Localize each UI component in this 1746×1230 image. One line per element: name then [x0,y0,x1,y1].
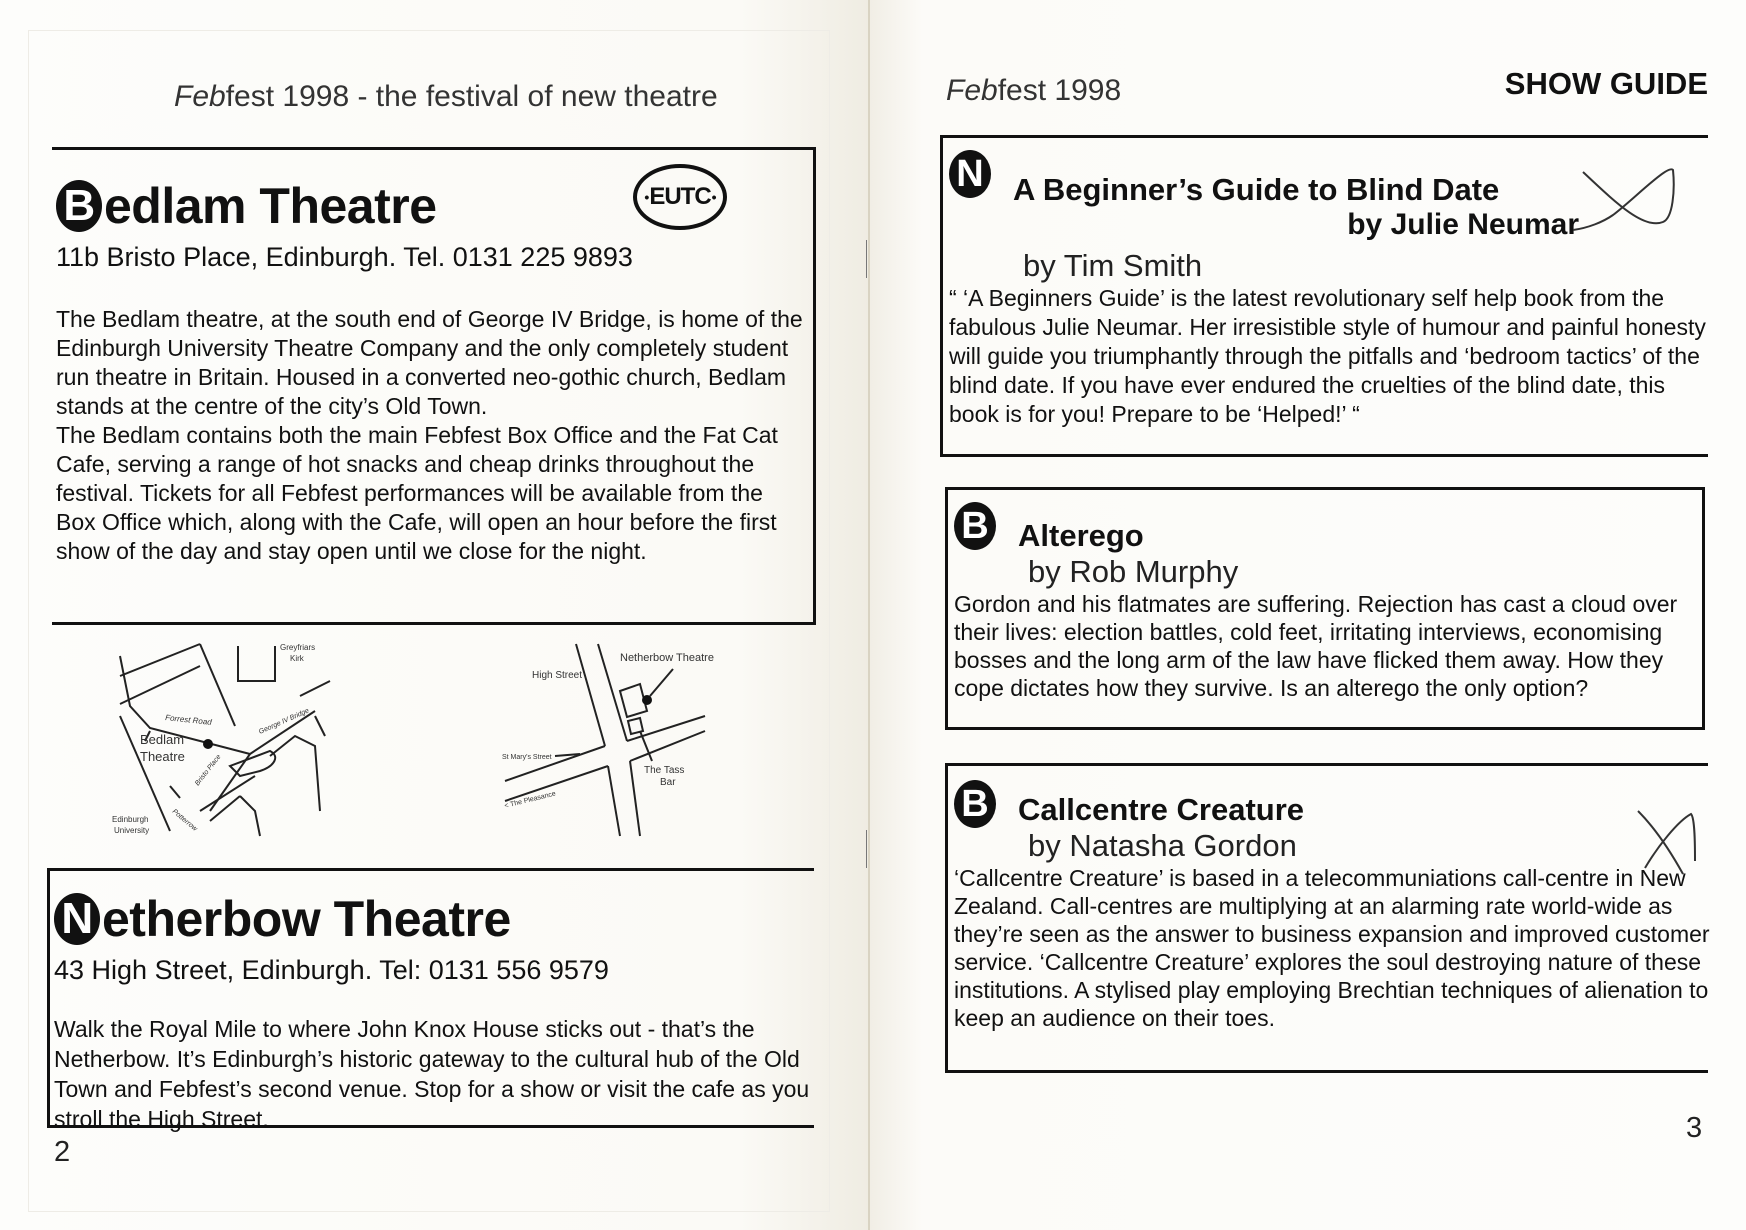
left-page [0,0,870,1230]
page-number-right: 3 [1686,1112,1703,1144]
show-title: Callcentre Creature [1018,792,1305,827]
bedlam-location-marker [203,739,213,749]
map-label-greyfriars: Greyfriars [280,643,316,652]
venue-badge-n-icon: N [949,150,991,198]
show-header [954,502,1702,554]
right-page [870,0,1746,1230]
netherbow-map [502,644,714,836]
show-entry [940,135,1708,457]
venue-badge-b-icon: B [56,180,102,232]
map-label-potterrow: Potterrow [170,808,199,833]
show-byline: by Rob Murphy [1028,554,1239,589]
bedlam-title-text: edlam Theatre [104,178,437,234]
map-label-theatre: Theatre [140,749,185,764]
map-label-bedlam: Bedlam [140,732,185,747]
map-label-bar: Bar [660,777,676,788]
netherbow-title-text: etherbow Theatre [102,891,511,947]
show-title: Alterego [1018,518,1144,553]
show-byline: by Natasha Gordon [1028,828,1297,863]
map-label-university: University [114,826,150,835]
eutc-logo [633,164,727,230]
running-head-right [946,74,1121,108]
handwritten-cross-icon [1633,806,1703,876]
running-head-feb: Feb [174,80,226,113]
netherbow-location-marker [642,695,652,705]
map-label-george-iv-bridge: George IV Bridge [257,707,311,736]
eutc-logo-text: • EUTC [649,183,711,210]
handwritten-cross-icon [1573,160,1683,240]
page-number-left: 2 [54,1136,71,1168]
show-description: “ ‘A Beginners Guide’ is the latest revolutionary self help book from the fabulous Julie Neumar. Her irresistible style of humour and painful honesty will guide you triumphantly through the pitfalls and ‘bedroom tactics’ of the blind date. If you have ever endured the cruelties of the blind date, this book is for you! Prepare to be ‘Helped!’ “ [949,285,1706,427]
bedlam-paragraph-1: The Bedlam theatre, at the south end of George IV Bridge, is home of the Edinburgh University Theatre Company and the only completely student run theatre in Britain. Housed in a converted neo-gothic church, Bedlam stands at the centre of the city’s Old Town. [56,306,803,419]
show-title: A Beginner’s Guide to Blind Date [1013,172,1500,207]
netherbow-venue-box [47,868,814,1132]
show-description: Gordon and his flatmates are suffering. Rejection has cast a cloud over their lives: election battles, cold feet, irritating interviews, economising bosses and the long arm of the law have flicked them away. How they cope dictates how they survive. Is an alterego the only option? [954,591,1678,701]
venue-badge-b-icon: B [954,502,996,550]
show-header [954,780,1708,828]
show-description: ‘Callcentre Creature’ is based in a telecommuniations call-centre in New Zealand. Call-centres are multiplying at an alarming rate world-wide as they’re seen as the answer to business expansion and improved customer service. ‘Callcentre Creature’ explores the soul destroying nature of these institutions. A stylised play employing Brechtian techniques of alienation to keep an audience on their toes. [954,865,1710,1031]
show-entry [945,487,1705,730]
bedlam-paragraph-2: The Bedlam contains both the main Febfest Box Office and the Fat Cat Cafe, serving a range of hot snacks and cheap drinks throughout the festival. Tickets for all Febfest performances will be available from the Box Office which, along with the Cafe, will open an hour before the first show of the day and stay open until we close for the night. [56,422,778,564]
map-label-st-marys-street: St Mary's Street [502,754,552,761]
netherbow-title [54,893,814,945]
bedlam-description [56,305,806,566]
show-guide-heading: SHOW GUIDE [1504,66,1708,101]
map-label-edinburgh: Edinburgh [112,815,149,824]
map-label-tass: The Tass [644,765,685,776]
running-head-right-feb: Feb [946,74,998,107]
netherbow-address: 43 High Street, Edinburgh. Tel: 0131 556 9579 [54,955,609,985]
show-subtitle: by Julie Neumar [1347,208,1579,241]
venue-badge-n-icon: N [54,893,100,945]
venue-badge-b-icon: B [954,780,996,828]
venue-maps [110,636,810,851]
bedlam-venue-box [52,147,816,625]
show-entry [945,763,1708,1073]
map-label-netherbow: Netherbow Theatre [620,652,714,664]
map-label-bristo-place: Bristo Place [194,753,223,788]
running-head-right-text: fest 1998 [997,74,1122,107]
map-label-pleasance: < The Pleasance [503,790,557,810]
bedlam-address: 11b Bristo Place, Edinburgh. Tel. 0131 225 9893 [56,242,633,272]
bedlam-map [110,636,810,846]
show-byline: by Tim Smith [1023,248,1203,283]
map-label-high-street: High Street [532,670,583,681]
map-label-kirk: Kirk [290,654,304,663]
running-head-text: fest 1998 - the festival of new theatre [225,80,718,113]
netherbow-description: Walk the Royal Mile to where John Knox House sticks out - that’s the Netherbow. It’s Edinburgh’s historic gateway to the cultural hub of the Old Town and Febfest’s second venue. Stop for a show or visit the cafe as you stroll the High Street. [54,1016,810,1132]
running-head-left [174,80,718,114]
map-label-forrest-road: Forrest Road [164,713,213,727]
